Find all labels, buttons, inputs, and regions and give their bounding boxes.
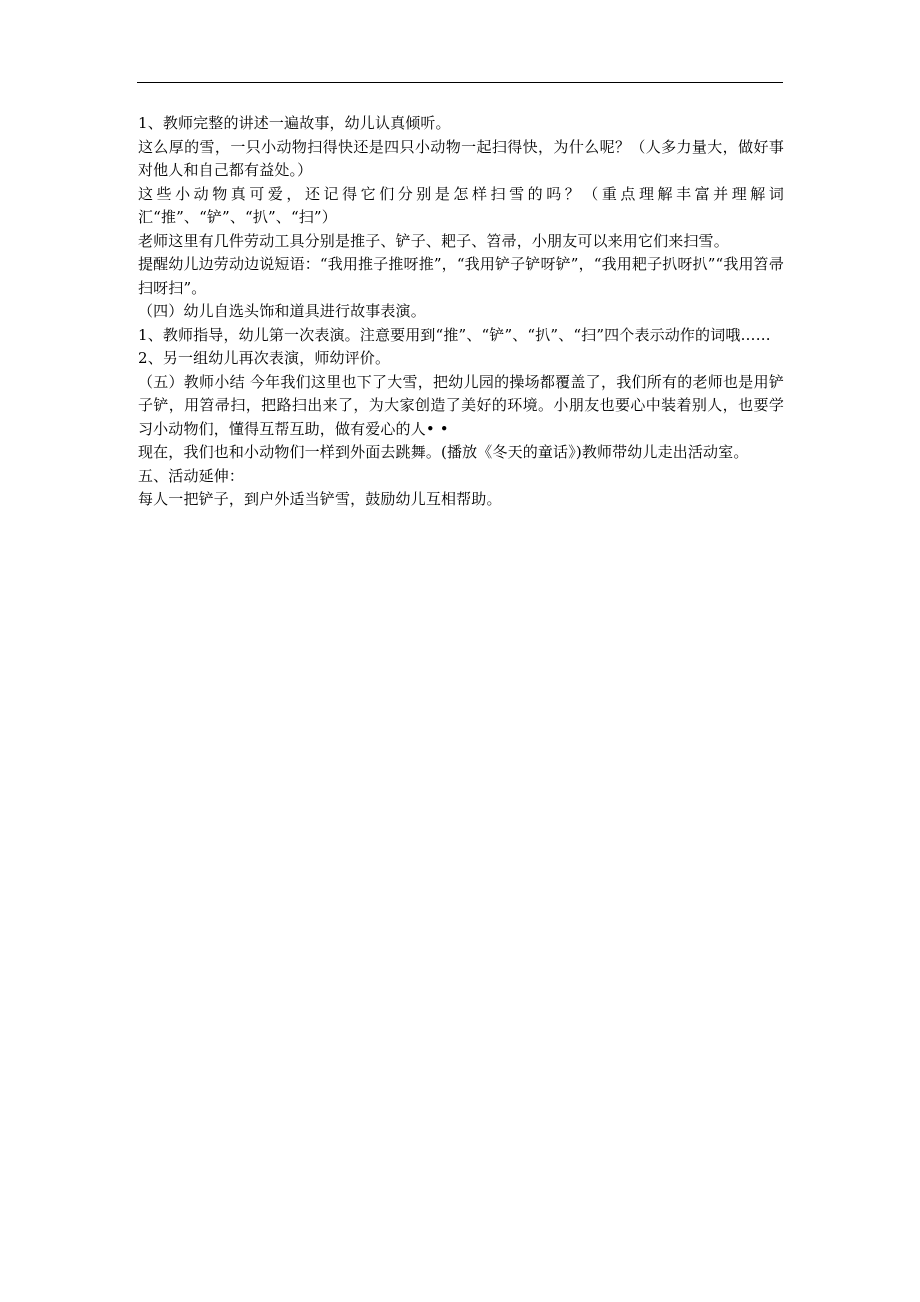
paragraph-extension-activity: 每人一把铲子，到户外适当铲雪，鼓励幼儿互相帮助。	[138, 490, 502, 508]
paragraph-step-1-storytelling: 1、教师完整的讲述一遍故事，幼儿认真倾听。	[138, 114, 451, 132]
paragraph-phrases: 提醒幼儿边劳动边说短语：“我用推子推呀推”，“我用铲子铲呀铲”，“我用耙子扒呀扒”“我用笤帚扫呀扫”。	[138, 255, 784, 297]
paragraph-question-animals: 这些小动物真可爱，还记得它们分别是怎样扫雪的吗？（重点理解丰富并理解词汇“推”、“铲”、“扒”、“扫”）	[138, 184, 784, 226]
paragraph-dance: 现在，我们也和小动物们一样到外面去跳舞。(播放《冬天的童话》)教师带幼儿走出活动室。	[138, 443, 749, 461]
document-body	[138, 112, 784, 512]
paragraph-question-snow: 这么厚的雪，一只小动物扫得快还是四只小动物一起扫得快，为什么呢？（人多力量大，做好事对他人和自己都有益处。）	[138, 137, 784, 179]
paragraph-tools: 老师这里有几件劳动工具分别是推子、铲子、耙子、笤帚，小朋友可以来用它们来扫雪。	[138, 231, 729, 250]
paragraph-second-performance: 2、另一组幼儿再次表演，师幼评价。	[138, 349, 391, 367]
section-heading-extension: 五、活动延伸：	[138, 466, 245, 485]
paragraph-first-performance: 1、教师指导，幼儿第一次表演。注意要用到“推”、“铲”、“扒”、“扫”四个表示动作的词哦……	[138, 325, 771, 344]
header-rule	[137, 82, 783, 83]
section-summary-5: （五）教师小结 今年我们这里也下了大雪，把幼儿园的操场都覆盖了，我们所有的老师也是用铲子铲，用笤帚扫，把路扫出来了，为大家创造了美好的环境。小朋友也要心中装着别人，也要学习小动物们，懂得互帮互助，做有爱心的人• •	[138, 372, 784, 438]
section-heading-4: （四）幼儿自选头饰和道具进行故事表演。	[138, 302, 426, 320]
